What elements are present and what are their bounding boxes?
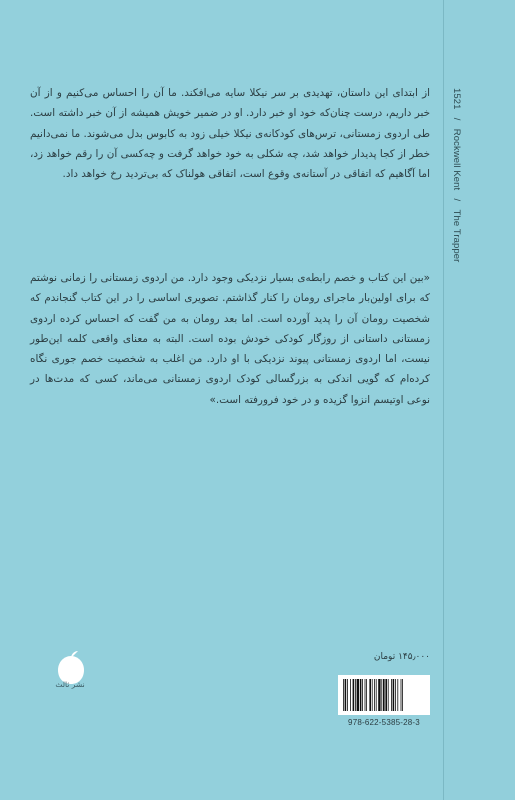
spine-divider xyxy=(443,0,444,800)
barcode-bar xyxy=(391,679,392,711)
spine-series-number: 1521 xyxy=(451,88,462,110)
publisher-logo-icon xyxy=(54,640,88,700)
publisher-name: نشر ثالث xyxy=(55,680,85,689)
barcode-bar xyxy=(343,679,344,711)
barcode-bar xyxy=(374,679,375,711)
spine-separator-2: / xyxy=(451,198,462,202)
blurb-paragraph-1: از ابتدای این داستان، تهدیدی بر سر نیکلا سایه می‌افکند. ما آن را احساس می‌کنیم و از آن خبر داریم، درست چنان‌که خود او خبر دارد. او در ضمیر خویش همیشه از آن خبر داشته است. طی اردوی زمستانی، ترس‌های کودکانه‌ی نیکلا خیلی زود به کابوس بدل می‌شوند. ما نمی‌دانیم خطر از کجا پدیدار خواهد شد، چه شکلی به خود خواهد گرفت و چه‌کسی آن را رقم خواهد زد، اما آگاهیم که اتفاقی در آستانه‌ی وقوع است، اتفاقی هولناک که بی‌تردید رخ خواهد داد. xyxy=(30,87,430,181)
spine-label xyxy=(446,88,462,263)
barcode-bar xyxy=(355,679,356,711)
barcode-bar xyxy=(402,679,403,711)
barcode-bar xyxy=(397,679,398,711)
barcode-bar xyxy=(388,679,389,711)
barcode-bar xyxy=(347,679,348,711)
barcode-bar xyxy=(393,679,395,711)
barcode-bar xyxy=(365,679,366,711)
barcode xyxy=(338,675,430,715)
isbn-number: 978-622-5385-28-3 xyxy=(348,718,420,727)
barcode-bar xyxy=(369,679,371,711)
barcode-bar xyxy=(376,679,377,711)
barcode-bar xyxy=(383,679,385,711)
price-label: ۱۴۵٫۰۰۰ تومان xyxy=(373,652,430,662)
barcode-bar xyxy=(353,679,355,711)
spine-title: The Trapper xyxy=(451,209,462,263)
barcode-bar xyxy=(350,679,351,711)
barcode-bar xyxy=(395,679,396,711)
barcode-bar xyxy=(366,679,367,711)
spine-author: Rockwell Kent xyxy=(451,128,462,191)
barcode-bar xyxy=(372,679,373,711)
spine-separator-1: / xyxy=(451,117,462,121)
barcode-bar xyxy=(357,679,359,711)
barcode-bar xyxy=(401,679,402,711)
barcode-bar xyxy=(345,679,347,711)
barcode-bar xyxy=(381,679,382,711)
barcode-bar xyxy=(362,679,363,711)
barcode-bar xyxy=(385,679,387,711)
blurb-paragraph-2: «بین این کتاب و خصم رابطه‌ی بسیار نزدیکی وجود دارد. من اردوی زمستانی را زمانی نوشتم که برای اولین‌بار ماجرای رومان را کنار گذاشتم. تصویری اساسی را در این کتاب گنجاندم که شخصیت رومان آن را پدید آورده است. اما بعد رومان به من گفت که احساس کرده اردوی زمستانی داستانی از روزگار کودکی خودش بوده است. البته به معنای واقعی کلمه این‌طور نیست، اما اردوی زمستانی پیوند نزدیکی با او دارد. من اغلب به شخصیت خصم جوری نگاه کرده‌ام که گویی اندکی به بزرگسالی کودک اردوی زمستانی می‌ماند، کسی که مدت‌ها در نوعی اوتیسم انزوا گزیده و در خود فرورفته است.» xyxy=(30,272,430,406)
barcode-bar xyxy=(378,679,380,711)
barcode-bar xyxy=(360,679,362,711)
barcode-bars xyxy=(342,679,426,711)
